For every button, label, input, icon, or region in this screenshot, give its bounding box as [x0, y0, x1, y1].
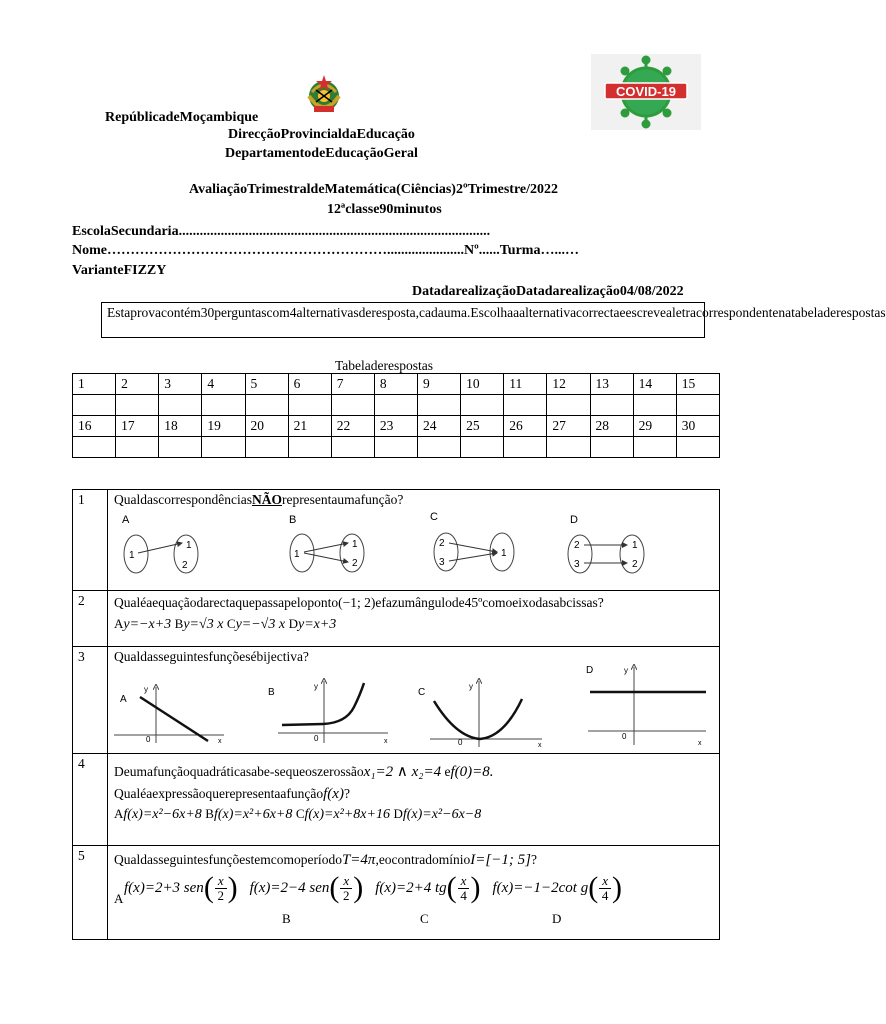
- graph-c-origin: 0: [458, 738, 463, 747]
- question-period: T=4π: [341, 852, 376, 868]
- question-zeros: x₁=2 ∧ x₂=4: [363, 764, 442, 780]
- exam-title: AvaliaçãoTrimestraldeMatemática(Ciências)2ºTrimestre/2022: [189, 182, 559, 197]
- answer-number-cell: 18: [159, 416, 202, 437]
- graph-b: [268, 681, 388, 745]
- graph-d-label: D: [586, 665, 594, 676]
- answer-number-cell: 11: [504, 374, 547, 395]
- answer-number-cell: 16: [73, 416, 116, 437]
- answer-number-cell: 14: [633, 374, 676, 395]
- answer-number-cell: 26: [504, 416, 547, 437]
- option-b: [175, 617, 224, 632]
- answer-cell[interactable]: [202, 395, 245, 416]
- option-c-label: C: [295, 806, 305, 821]
- diagram-a-right-1: 1: [186, 540, 192, 551]
- question-row: [73, 754, 720, 846]
- answer-number-cell: 28: [590, 416, 633, 437]
- answer-cell[interactable]: [547, 437, 590, 458]
- option-d: [289, 617, 337, 632]
- answer-table-answer-row-1: [73, 395, 720, 416]
- right-paren: ): [227, 871, 238, 904]
- option-a-expr: [124, 873, 238, 903]
- option-a-expr: f(x)=x²−6x+8: [123, 807, 202, 822]
- diagram-d-left-2: 3: [574, 559, 580, 570]
- answer-number-cell: 3: [159, 374, 202, 395]
- fraction-denominator: 2: [217, 887, 224, 903]
- republic-title: RepúblicadeMoçambique: [105, 110, 259, 125]
- diagram-d-label: D: [570, 514, 578, 526]
- option-expr-pre: f(x)=2+3 sen: [124, 879, 204, 896]
- answer-number-cell: 23: [374, 416, 417, 437]
- option-expr-pre: f(x)=2+4 tg: [375, 879, 447, 896]
- answer-cell[interactable]: [245, 437, 288, 458]
- answer-cell[interactable]: [676, 437, 719, 458]
- option-expr-pre: f(x)=−1−2cot g: [492, 879, 589, 896]
- answer-number-cell: 13: [590, 374, 633, 395]
- answer-cell[interactable]: [461, 395, 504, 416]
- option-a-label: A: [114, 616, 124, 631]
- question-number: 1: [73, 490, 108, 591]
- diagram-b-left-1: 1: [294, 549, 300, 560]
- answer-cell[interactable]: [461, 437, 504, 458]
- answer-number-cell: 27: [547, 416, 590, 437]
- answer-number-cell: 29: [633, 416, 676, 437]
- question-number: 2: [73, 591, 108, 647]
- answer-cell[interactable]: [633, 395, 676, 416]
- option-b-label: B: [282, 911, 291, 926]
- option-b-expr: f(x)=x²+6x+8: [213, 807, 293, 822]
- option-b-label: B: [205, 806, 214, 821]
- fraction: [458, 874, 470, 903]
- option-c-expr: y=−√3 x: [235, 617, 286, 632]
- diagram-c-right-1: 1: [501, 548, 507, 559]
- question-text-post: ?: [530, 852, 537, 867]
- question-body: [108, 490, 720, 591]
- question-row: [73, 490, 720, 591]
- name-label: Nome: [72, 243, 107, 258]
- left-paren: (: [588, 871, 599, 904]
- option-c-label: C: [420, 911, 429, 926]
- answer-number-cell: 9: [418, 374, 461, 395]
- graph-d: [586, 665, 706, 747]
- graph-b-origin: 0: [314, 734, 319, 743]
- answer-table-header-row-1: [73, 374, 720, 395]
- answer-cell[interactable]: [418, 395, 461, 416]
- diagram-a: [122, 514, 198, 573]
- question-options: [108, 869, 719, 935]
- diagram-c-label: C: [430, 511, 438, 523]
- answer-number-cell: 6: [288, 374, 331, 395]
- option-a: [114, 617, 171, 632]
- option-expr-pre: f(x)=2−4 sen: [249, 879, 330, 896]
- answer-table-header-row-2: [73, 416, 720, 437]
- option-c-label: C: [226, 616, 236, 631]
- diagram-d-left-1: 2: [574, 540, 580, 551]
- answer-number-cell: 19: [202, 416, 245, 437]
- graph-d-origin: 0: [622, 732, 627, 741]
- answer-cell[interactable]: [116, 437, 159, 458]
- answer-table-caption: Tabeladerespostas: [334, 358, 433, 373]
- answer-number-cell: 20: [245, 416, 288, 437]
- option-expressions: [124, 873, 622, 903]
- answer-number-cell: 30: [676, 416, 719, 437]
- question-emphasis: NÃO: [251, 492, 282, 507]
- graph-c-label: C: [418, 687, 426, 698]
- question-point: (−1; 2): [338, 595, 376, 610]
- question-row: [73, 591, 720, 647]
- answer-cell[interactable]: [676, 395, 719, 416]
- answer-cell[interactable]: [418, 437, 461, 458]
- virus-icon: [591, 54, 701, 130]
- answer-cell[interactable]: [547, 395, 590, 416]
- answer-cell[interactable]: [245, 395, 288, 416]
- answer-number-cell: 15: [676, 374, 719, 395]
- fraction-numerator: x: [458, 874, 470, 889]
- answer-number-cell: 2: [116, 374, 159, 395]
- function-graphs: [108, 665, 718, 747]
- right-paren: ): [353, 871, 364, 904]
- option-b-label: B: [174, 616, 184, 631]
- answer-cell[interactable]: [504, 437, 547, 458]
- option-c: [296, 807, 390, 822]
- question-text2-post: ?: [343, 786, 350, 801]
- answer-cell[interactable]: [331, 395, 374, 416]
- mapping-diagrams: [108, 508, 718, 572]
- question-text: [108, 591, 719, 611]
- answer-cell[interactable]: [504, 395, 547, 416]
- answer-cell[interactable]: [116, 395, 159, 416]
- diagram-c-left-1: 2: [439, 538, 445, 549]
- question-text: [108, 490, 719, 508]
- option-d-expr: y=x+3: [297, 617, 337, 632]
- question-func: f(x): [323, 786, 344, 802]
- answer-number-cell: 24: [418, 416, 461, 437]
- school-line: EscolaSecundaria.........................................................................................: [72, 224, 491, 239]
- fraction-denominator: 4: [601, 887, 609, 903]
- fraction: [215, 874, 227, 903]
- question-options: [108, 803, 719, 823]
- graph-d-x-label: x: [698, 740, 702, 747]
- answer-number-cell: 8: [374, 374, 417, 395]
- answer-cell[interactable]: [590, 395, 633, 416]
- option-b: [205, 807, 292, 822]
- graph-a-origin: 0: [146, 735, 151, 744]
- class-duration: 12ªclasse90minutos: [327, 202, 442, 217]
- option-a-expr: y=−x+3: [123, 617, 172, 632]
- question-text: [108, 846, 719, 869]
- question-text2-pre: Qualéaexpressãoquerepresentaafunção: [114, 786, 324, 801]
- fraction-numerator: x: [215, 874, 227, 889]
- question-range: I=[−1; 5]: [470, 852, 531, 868]
- answer-cell[interactable]: [73, 395, 116, 416]
- answer-cell[interactable]: [633, 437, 676, 458]
- answer-cell[interactable]: [374, 395, 417, 416]
- option-c: [227, 617, 285, 632]
- answer-cell[interactable]: [590, 437, 633, 458]
- fraction-numerator: x: [599, 874, 611, 889]
- left-paren: (: [329, 871, 340, 904]
- left-paren: (: [203, 871, 214, 904]
- variant-label: VarianteFIZZY: [72, 263, 167, 278]
- question-number: 4: [73, 754, 108, 846]
- diagram-b-right-2: 2: [352, 558, 358, 569]
- answer-number-cell: 10: [461, 374, 504, 395]
- left-paren: (: [446, 871, 457, 904]
- graph-a-x-label: x: [218, 738, 222, 745]
- right-paren: ): [470, 871, 481, 904]
- question-number: 3: [73, 647, 108, 754]
- answer-cell[interactable]: [73, 437, 116, 458]
- option-d-label: D: [552, 911, 562, 926]
- provincial-direction: DirecçãoProvincialdaEducação: [228, 127, 415, 142]
- question-body: [108, 591, 720, 647]
- question-text: [108, 754, 719, 781]
- question-row: [73, 647, 720, 754]
- diagram-c: [430, 511, 514, 571]
- instructions-box: Estaprovacontém30perguntascom4alternativasderesposta,cadauma.Escolhaaalternativacorrectaeescrevealetracorrespondentenatabeladerespostas: [101, 302, 705, 338]
- department-title: DepartamentodeEducaçãoGeral: [225, 146, 418, 161]
- answer-cell[interactable]: [288, 437, 331, 458]
- question-body: [108, 754, 720, 846]
- graph-b-label: B: [268, 687, 275, 698]
- name-dots: ……………………………………………………......................: [107, 243, 464, 258]
- answer-cell[interactable]: [288, 395, 331, 416]
- diagram-b: [289, 514, 364, 572]
- graph-a-y-label: y: [144, 685, 148, 694]
- fraction-denominator: 2: [343, 887, 350, 903]
- graph-b-x-label: x: [384, 738, 388, 745]
- question-text-pre: Deumafunçãoquadráticasabe-sequeoszerossão: [114, 764, 364, 779]
- question-text: Qualdasseguintesfunçõesébijectiva?: [114, 649, 309, 664]
- fraction: [599, 874, 611, 903]
- answer-number-cell: 1: [73, 374, 116, 395]
- diagram-d-right-1: 1: [632, 540, 638, 551]
- answer-cell[interactable]: [202, 437, 245, 458]
- date-line: DatadarealizaçãoDatadarealização04/08/2022: [412, 284, 684, 299]
- question-row: [73, 846, 720, 940]
- answer-number-cell: 4: [202, 374, 245, 395]
- diagram-d: [568, 514, 644, 573]
- answer-cell[interactable]: [159, 437, 202, 458]
- graph-d-y-label: y: [624, 666, 628, 675]
- option-b-expr: y=√3 x: [183, 617, 224, 632]
- question-body: [108, 846, 720, 940]
- option-c-expr: [375, 873, 480, 903]
- fraction-denominator: 4: [460, 887, 467, 903]
- diagram-a-left-1: 1: [129, 550, 135, 561]
- answer-table-answer-row-2: [73, 437, 720, 458]
- diagram-c-left-2: 3: [439, 557, 445, 568]
- graph-c-y-label: y: [469, 682, 473, 691]
- option-a-label: A: [114, 891, 124, 906]
- diagram-a-label: A: [122, 514, 130, 526]
- covid-badge-label: COVID-19: [616, 84, 676, 99]
- diagram-b-right-1: 1: [352, 539, 358, 550]
- graph-c-x-label: x: [538, 742, 542, 749]
- diagram-d-right-2: 2: [632, 559, 638, 570]
- question-text-pre: Qualdascorrespondências: [114, 492, 252, 507]
- answer-number-cell: 7: [331, 374, 374, 395]
- question-text-post: representaumafunção?: [281, 492, 404, 507]
- question-text-pre: Qualdasseguintesfunçõestemcomoperíodo: [114, 852, 342, 867]
- graph-a: [114, 685, 224, 745]
- question-text-post: efazumângulode45ºcomoeixodasabcissas?: [375, 595, 604, 610]
- answer-number-cell: 12: [547, 374, 590, 395]
- diagram-a-right-2: 2: [182, 560, 188, 571]
- question-options: [108, 611, 719, 633]
- answer-cell[interactable]: [159, 395, 202, 416]
- graph-c: [418, 681, 542, 749]
- option-c-expr: f(x)=x²+8x+16: [304, 807, 390, 822]
- option-d-expr: f(x)=x²−6x−8: [402, 807, 482, 822]
- questions-table: [72, 489, 720, 940]
- answer-number-cell: 17: [116, 416, 159, 437]
- answer-cell[interactable]: [331, 437, 374, 458]
- graph-a-label: A: [120, 694, 127, 705]
- right-paren: ): [612, 871, 622, 904]
- answer-number-cell: 22: [331, 416, 374, 437]
- question-number: 5: [73, 846, 108, 940]
- graph-b-y-label: y: [314, 682, 318, 691]
- option-a: [114, 807, 202, 822]
- name-line: [72, 243, 579, 259]
- option-d-expr: [492, 873, 622, 903]
- question-text-2: [108, 781, 719, 803]
- question-body: [108, 647, 720, 754]
- option-a-label: A: [114, 806, 124, 821]
- covid-badge: [591, 54, 701, 130]
- answer-number-cell: 25: [461, 416, 504, 437]
- question-text-mid: ,eocontradomínio: [375, 852, 471, 867]
- fraction-numerator: x: [340, 874, 352, 889]
- question-text-mid: e: [444, 764, 451, 779]
- option-d-label: D: [393, 806, 403, 821]
- fraction: [340, 874, 352, 903]
- answer-cell[interactable]: [374, 437, 417, 458]
- mozambique-emblem-icon: [302, 72, 346, 118]
- option-d-label: D: [288, 616, 298, 631]
- option-b-expr: [250, 873, 364, 903]
- question-text-pre: Qualéaequaçãodarectaquepassapeloponto: [114, 595, 339, 610]
- answer-table: [72, 373, 720, 458]
- answer-number-cell: 5: [245, 374, 288, 395]
- question-value: f(0)=8.: [450, 764, 494, 780]
- option-d: [393, 807, 481, 822]
- diagram-b-label: B: [289, 514, 297, 526]
- number-turma-label: Nº......Turma…...…: [464, 243, 579, 258]
- answer-number-cell: 21: [288, 416, 331, 437]
